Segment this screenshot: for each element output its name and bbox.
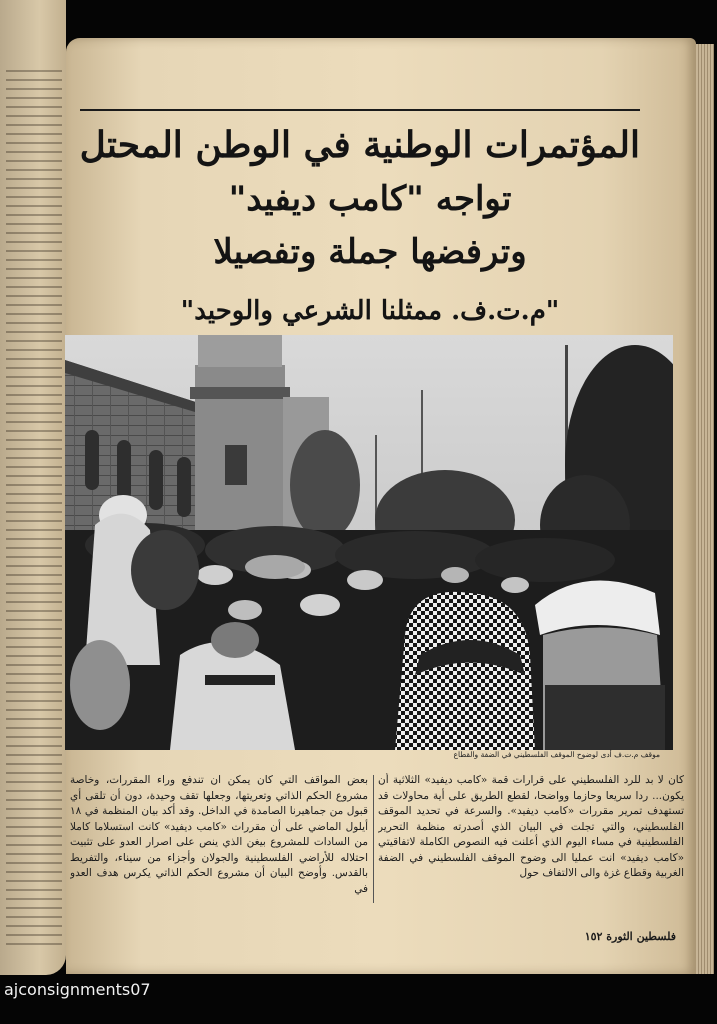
seller-watermark: ajconsignments07 xyxy=(4,980,151,999)
article-column-left: بعض المواقف التي كان يمكن ان تندفع وراء المقررات، وخاصة مشروع الحكم الذاتي وتعريتها، وجعلها تقف وحيدة، دون أن تلقى أي قبول من جماهيرنا الصامدة في الداخل. وقد أكد بيان المنظمة في ١٨ أيلول الماضي على أن مقررات «كامب ديفيد» كانت استسلاما كاملا من السادات للمشروع بيغن الذي ينص على اصرار العدو على تثبيت احتلاله للأراضي الفلسطينية والجولان وأجزاء من سيناء، والتفريط بالقدس. وأوضح البيان أن مشروع الحكم الذاتي يكرس هدف العدو في xyxy=(70,774,368,895)
headline-line-2: تواجه "كامب ديفيد" xyxy=(228,179,512,219)
header-rule xyxy=(80,109,640,111)
headline-line-1: المؤتمرات الوطنية في الوطن المحتل xyxy=(79,124,640,166)
column-divider xyxy=(373,775,374,903)
photo-caption: موقف م.ت.ف أدى لوضوح الموقف الفلسطيني في الضفة والقطاع xyxy=(453,750,660,759)
article-column-right: كان لا بد للرد الفلسطيني على قرارات قمة «كامب ديفيد» الثلاثية أن يكون... ردا سريعا وحازما وواضحا، لقطع الطريق على أية محاولات قد تستهدف تمرير مقررات «كامب ديفيد». والسرعة في تحديد الموقف الفلسطيني، والتي تجلت في البيان الذي أصدرته منظمة التحرير الفلسطينية في مساء اليوم الذي أعلنت فيه النصوص الكاملة لاتفاقيتي «كامب ديفيد» انت عمليا الى وضوح الموقف الفلسطيني في الضفة الغربية وقطاع غزة والى الالتفاف حول xyxy=(378,774,684,879)
crowd-photo xyxy=(65,335,673,750)
subheadline: "م.ت.ف. ممثلنا الشرعي والوحيد" xyxy=(180,296,560,326)
page-stack-edge xyxy=(696,44,714,974)
headline-line-3: وترفضها جملة وتفصيلا xyxy=(213,232,527,272)
man-checkered-keffiyeh xyxy=(395,592,535,750)
facing-page-text-block xyxy=(6,70,62,950)
page-folio: فلسطين الثورة ١٥٢ xyxy=(584,930,676,943)
man-white-cap xyxy=(535,581,665,751)
facing-page-edge xyxy=(0,0,66,975)
